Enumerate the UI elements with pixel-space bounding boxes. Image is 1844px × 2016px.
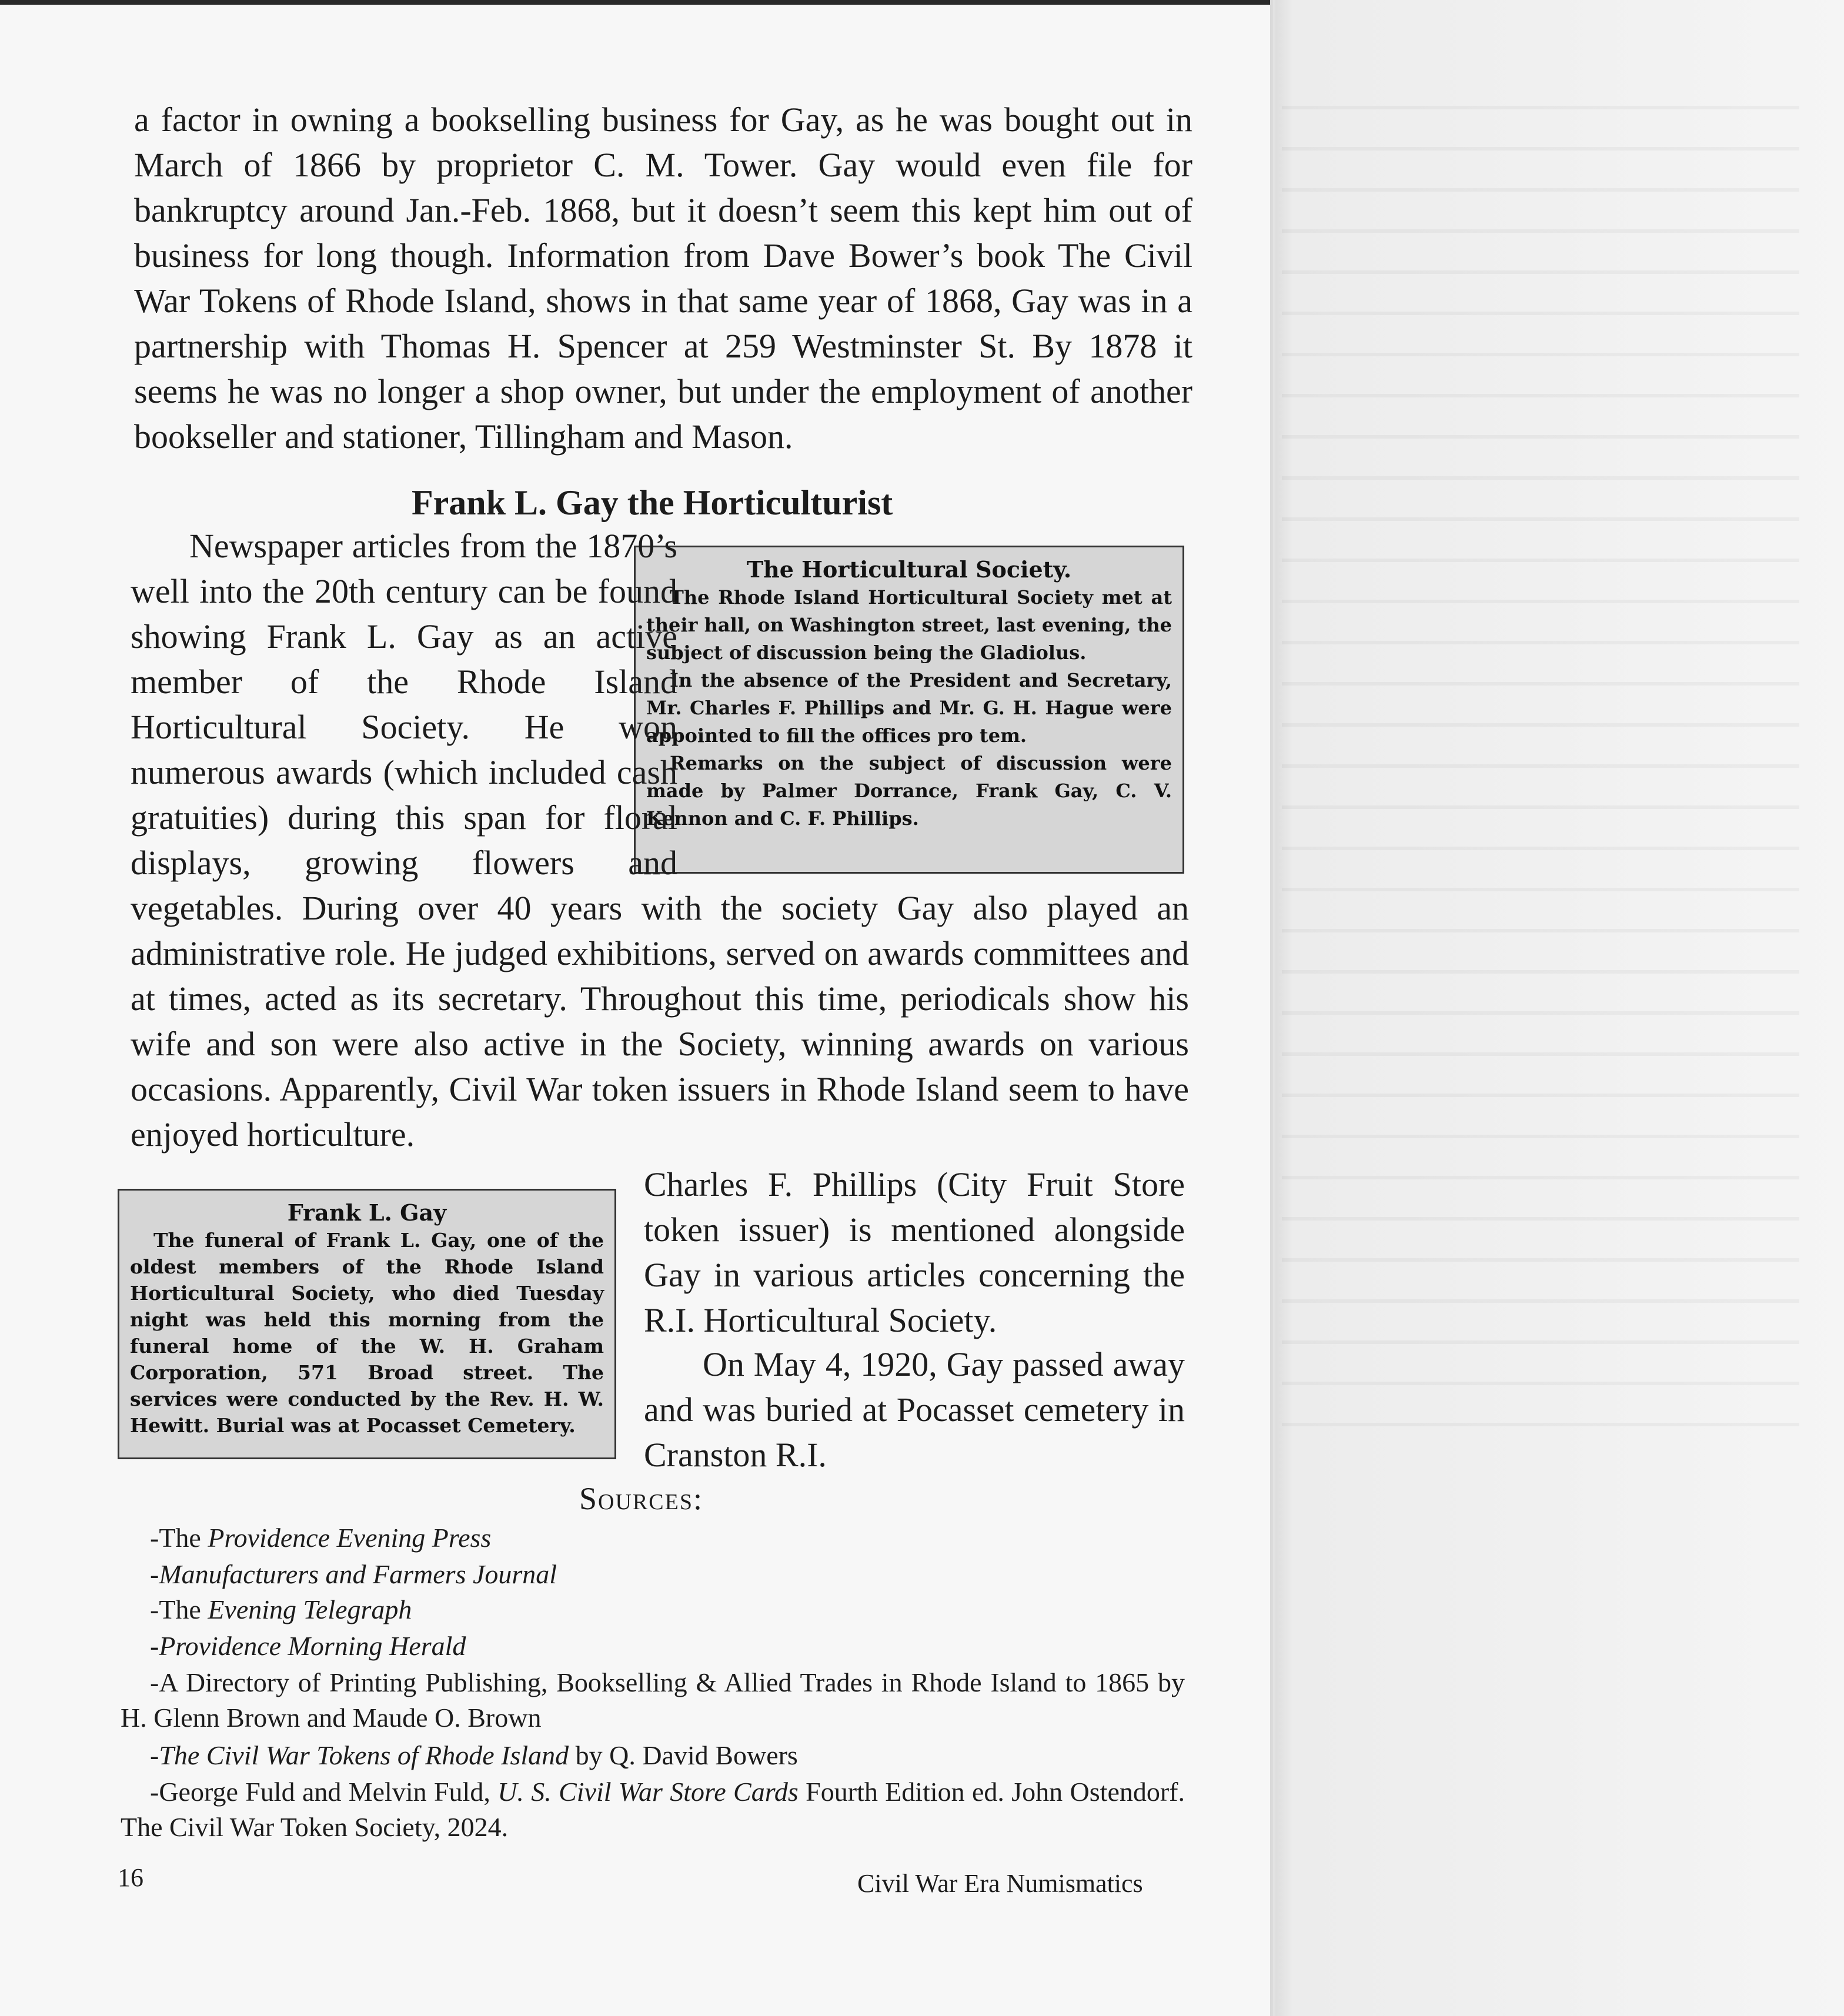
source-item: -The Civil War Tokens of Rhode Island by Q. David Bowers xyxy=(150,1740,798,1770)
source-item: -The Providence Evening Press xyxy=(150,1523,492,1553)
source-item: -The Evening Telegraph xyxy=(150,1594,412,1624)
show-through xyxy=(1282,106,1799,1458)
sources-heading: Sources: xyxy=(579,1481,703,1516)
clipping-paragraph: The Rhode Island Horticultural Society met at their hall, on Washington street, last evening, the subject of discussion being the Gladiolus. xyxy=(646,586,1172,664)
paragraph-2: Newspaper articles from the 1870’s well into the 20th century can be found showing Frank L. Gay as an active member of the Rhode Island Horticultural Society. He won numerous awards (which included cash gratuities) during this span for floral displays, growing flowers and vegetables. During over 40 years with the society Gay also played an administrative role. He judged exhibitions, served on awards committees and at times, acted as its secretary. Throughout this time, periodicals show his wife and son were also active in the Society, winning awards on various occasions. Apparently, Civil War token issuers in Rhode Island seem to have enjoyed horticulture. xyxy=(131,523,1189,1157)
clipping-paragraph: In the absence of the President and Secretary, Mr. Charles F. Phillips and Mr. G. H. Hague were appointed to fill the offices pro tem. xyxy=(646,669,1172,747)
newspaper-clipping-obituary xyxy=(118,1189,616,1459)
page-number: 16 xyxy=(118,1863,143,1892)
section-heading: Frank L. Gay the Horticulturist xyxy=(412,483,893,522)
source-item: -Manufacturers and Farmers Journal xyxy=(150,1559,557,1589)
clipping-paragraph: Remarks on the subject of discussion were made by Palmer Dorrance, Frank Gay, C. V. Kennon and C. F. Phillips. xyxy=(646,752,1172,830)
clipping-spacer xyxy=(677,523,1189,876)
paragraph-3: Charles F. Phillips (City Fruit Store token issuer) is mentioned alongside Gay in various articles concerning the R.I. Horticultural Society. xyxy=(644,1165,1185,1339)
page-edge xyxy=(1273,0,1275,2016)
clipping-title: The Horticultural Society. xyxy=(746,556,1072,583)
source-item: -George Fuld and Melvin Fuld, U. S. Civil War Store Cards Fourth Edition ed. John Ostendorf. The Civil War Token Society, 2024. xyxy=(121,1777,1185,1842)
clipping-paragraph: The funeral of Frank L. Gay, one of the oldest members of the Rhode Island Horticultural Society, who died Tuesday night was held this morning from the funeral home of the W. H. Graham Corporation, 571 Broad street. The services were conducted by the Rev. H. W. Hewitt. Burial was at Pocasset Cemetery. xyxy=(130,1229,604,1437)
top-rule xyxy=(0,0,1294,5)
source-item: -Providence Morning Herald xyxy=(150,1631,466,1661)
clipping-title: Frank L. Gay xyxy=(287,1199,447,1226)
paragraph-1: a factor in owning a bookselling business for Gay, as he was bought out in March of 1866 by proprietor C. M. Tower. Gay would even file for bankruptcy around Jan.-Feb. 1868, but it doesn’t seem this kept him out of business for long though. Information from Dave Bower’s book The Civil War Tokens of Rhode Island, shows in that same year of 1868, Gay was in a partnership with Thomas H. Spencer at 259 Westminster St. By 1878 it seems he was no longer a shop owner, but under the employment of another bookseller and stationer, Tillingham and Mason. xyxy=(134,101,1192,456)
paragraph-4: On May 4, 1920, Gay passed away and was buried at Pocasset cemetery in Cranston R.I. xyxy=(644,1345,1185,1474)
source-item: -A Directory of Printing Publishing, Bookselling & Allied Trades in Rhode Island to 1865 by H. Glenn Brown and Maude O. Brown xyxy=(121,1667,1185,1733)
running-footer: Civil War Era Numismatics xyxy=(857,1869,1143,1898)
